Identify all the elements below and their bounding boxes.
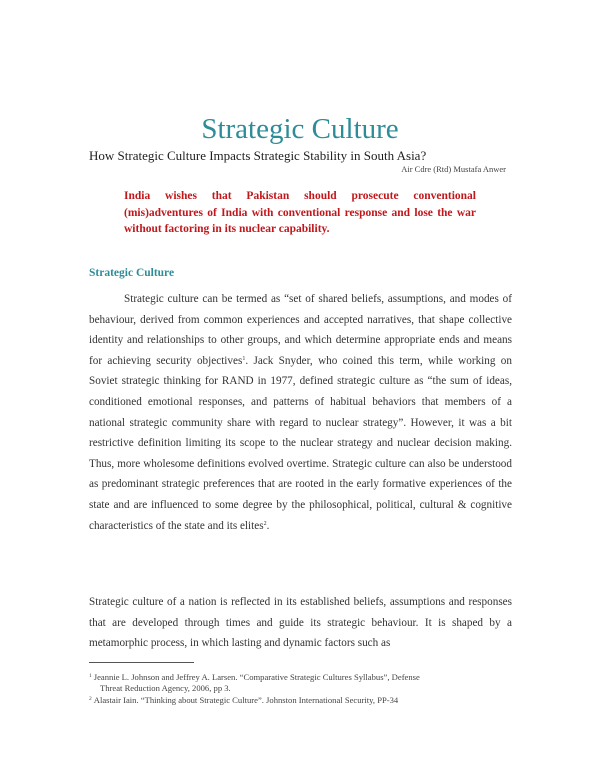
footnote-1 [89,671,519,694]
body-paragraph-1 [89,289,512,536]
footnote-text-continued: Threat Reduction Agency, 2006, pp 3. [100,683,231,693]
section-heading: Strategic Culture [89,267,175,279]
paragraph-text: Strategic culture can be termed as “set of shared beliefs, assumptions, and modes of behaviour, derived from common experiences and accepted narratives, that shape collective identity and relationships to other groups, and which determine appropriate ends and means for achieving security objectives [89,293,512,367]
paragraph-text: . [266,519,270,532]
paragraph-text: . Jack Snyder, who coined this term, while working on Soviet strategic thinking for RAND in 1977, defined strategic culture as “the sum of ideas, conditioned emotional responses, and patterns of habitual behaviors that members of a national strategic community share with regard to nuclear strategy”. However, it was a bit restrictive definition limiting its scope to the nuclear strategy and nuclear decision making. Thus, more wholesome definitions evolved overtime. Strategic culture can also be understood as predominant strategic preferences that are rooted in the early formative experiences of the state and are influenced to some degree by the philosophical, political, cultural & cognitive characteristics of the state and its elites [89,354,512,532]
footnote-text: Jeannie L. Johnson and Jeffrey A. Larsen. “Comparative Strategic Cultures Syllabus”, Defense [93,672,420,682]
footnote-2 [89,694,519,706]
document-subtitle: How Strategic Culture Impacts Strategic Stability in South Asia? [89,148,427,163]
author-line: Air Cdre (Rtd) Mustafa Anwer [401,164,506,174]
footnote-ref-1[interactable]: 1 [242,355,246,362]
footnote-ref-2[interactable]: 2 [263,520,267,527]
body-paragraph-2: Strategic culture of a nation is reflected in its established beliefs, assumptions and responses that are developed through times and guide its strategic behaviour. It is shaped by a metamorphic process, in which lasting and dynamic factors such as [89,596,512,650]
footnote-number: 1 [89,673,92,679]
footnote-number: 2 [89,696,92,702]
footnote-divider [89,662,194,663]
document-title: Strategic Culture [201,113,399,145]
footnote-text: Alastair Iain. “Thinking about Strategic Culture”. Johnston International Security, PP-34 [93,695,399,705]
highlighted-quote: India wishes that Pakistan should prosecute conventional (mis)adventures of India with conventional response and lose the war without factoring in its nuclear capability. [124,190,476,235]
